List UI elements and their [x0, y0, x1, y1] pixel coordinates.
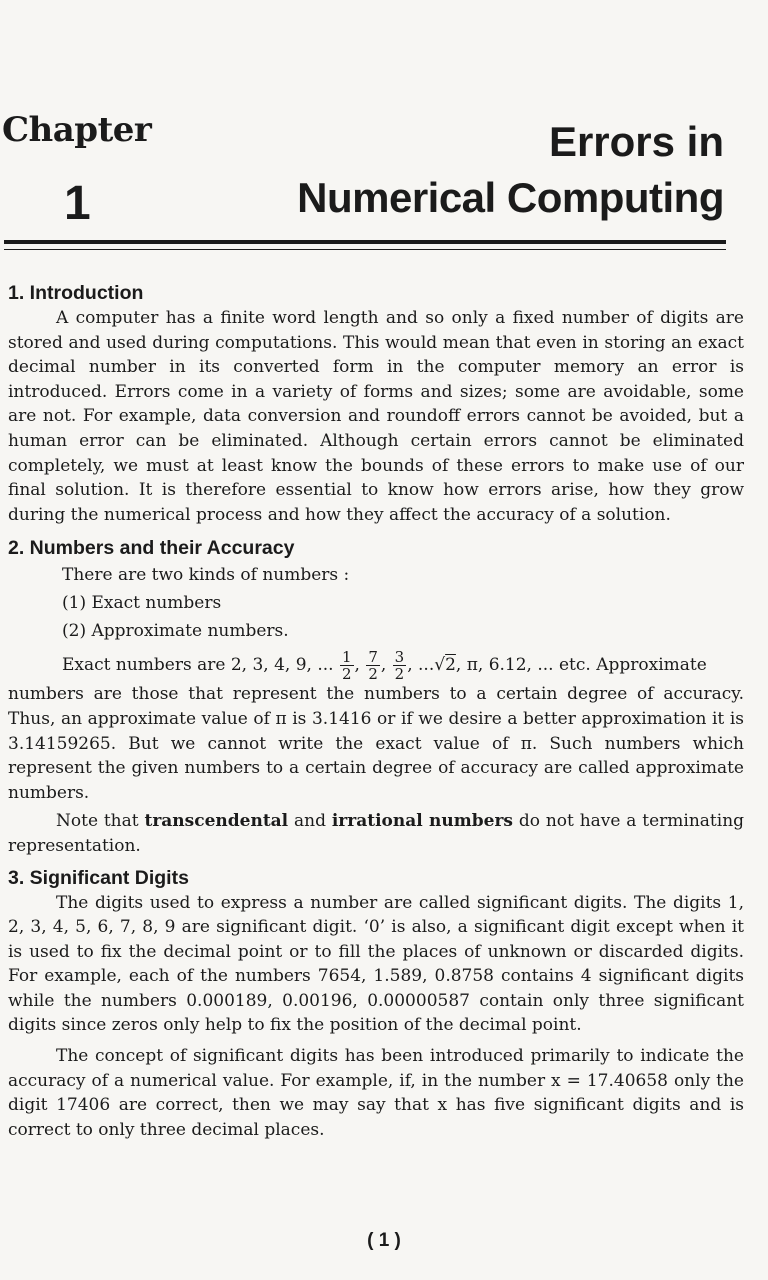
section-heading-introduction: 1. Introduction [8, 282, 144, 304]
sqrt-value: 2 [445, 655, 456, 676]
approximate-numbers-paragraph: numbers are those that represent the numbers to a certain degree of accuracy. Thus, an approximate value of π is 3.1416 or if we desire a better approximation it is 3.14159265. But we cannot write the exact value of π. Such numbers which represent the given numbers to a certain degree of accuracy are called approximate numbers. [8, 684, 744, 803]
section-heading-significant-digits: 3. Significant Digits [8, 866, 189, 889]
significant-digits-paragraph-1: The digits used to express a number are called significant digits. The digits 1, 2, 3, 4, 5, 6, 7, 8, 9 are significant digit. ‘0’ is also, a significant digit except when it is used to fix the decimal point or to fill the places of unknown or discarded digits. For example, each of the numbers 7654, 1.589, 0.8758 contains 4 significant digits while the numbers 0.000189, 0.00196, 0.00000587 contain only three significant digits since zeros only help to fix the position of the decimal point. [8, 892, 744, 1036]
note-paragraph: Note that transcendental and irrational numbers do not have a terminating representation. [8, 811, 745, 856]
number-kinds-intro: There are two kinds of numbers : [62, 565, 350, 586]
exact-numbers-line: Exact numbers are 2, 3, 4, 9, ... $\frac{1}{2}$ , $\frac{7}{2}$ , $\frac{3}{2}$ , ...√2, π, 6.12, ... etc. Approximate [62, 648, 707, 684]
header-rule-thin [4, 249, 726, 250]
chapter-title-line-1: Errors in [548, 118, 724, 165]
list-item: (2) Approximate numbers. [62, 621, 289, 642]
exact-numbers-prefix: Exact numbers are 2, 3, 4, 9, ... [62, 655, 334, 676]
header-rule-thick [4, 240, 726, 244]
number-kinds-list [8, 561, 744, 645]
fraction: $\frac{1}{2}$ [341, 648, 352, 684]
exact-numbers-suffix: , π, 6.12, ... etc. Approximate [455, 655, 707, 676]
page-number: ( 1 ) [367, 1230, 401, 1251]
chapter-label: Chapter [2, 110, 152, 150]
chapter-title-line-2: Numerical Computing [297, 174, 724, 221]
term-irrational: irrational numbers [331, 811, 513, 832]
introduction-paragraph: A computer has a finite word length and so only a fixed number of digits are stored and used during computations. This would mean that even in storing an exact decimal number in its converted form in the computer memory an error is introduced. Errors come in a variety of forms and sizes; some are avoidable, some are not. For example, data conversion and roundoff errors cannot be avoided, but a human error can be eliminated. Although certain errors cannot be eliminated completely, we must at least know the bounds of these errors to make use of our final solution. It is therefore essential to know how errors arise, how they grow during the numerical process and how they affect the accuracy of a solution. [8, 308, 744, 525]
chapter-number: 1 [64, 177, 91, 230]
significant-digits-paragraph-2: The concept of significant digits has been introduced primarily to indicate the accuracy of a numerical value. For example, if, in the number x = 17.40658 only the digit 17406 are correct, then we may say that x has five significant digits and is correct to only three decimal places. [8, 1046, 744, 1140]
fraction: $\frac{3}{2}$ [394, 648, 405, 684]
fraction: $\frac{7}{2}$ [368, 648, 378, 684]
page-body [8, 280, 744, 1142]
ellipsis: ... [418, 655, 435, 676]
list-item: (1) Exact numbers [62, 593, 222, 614]
term-transcendental: transcendental [144, 811, 289, 832]
section-heading-numbers-accuracy: 2. Numbers and their Accuracy [8, 537, 295, 560]
